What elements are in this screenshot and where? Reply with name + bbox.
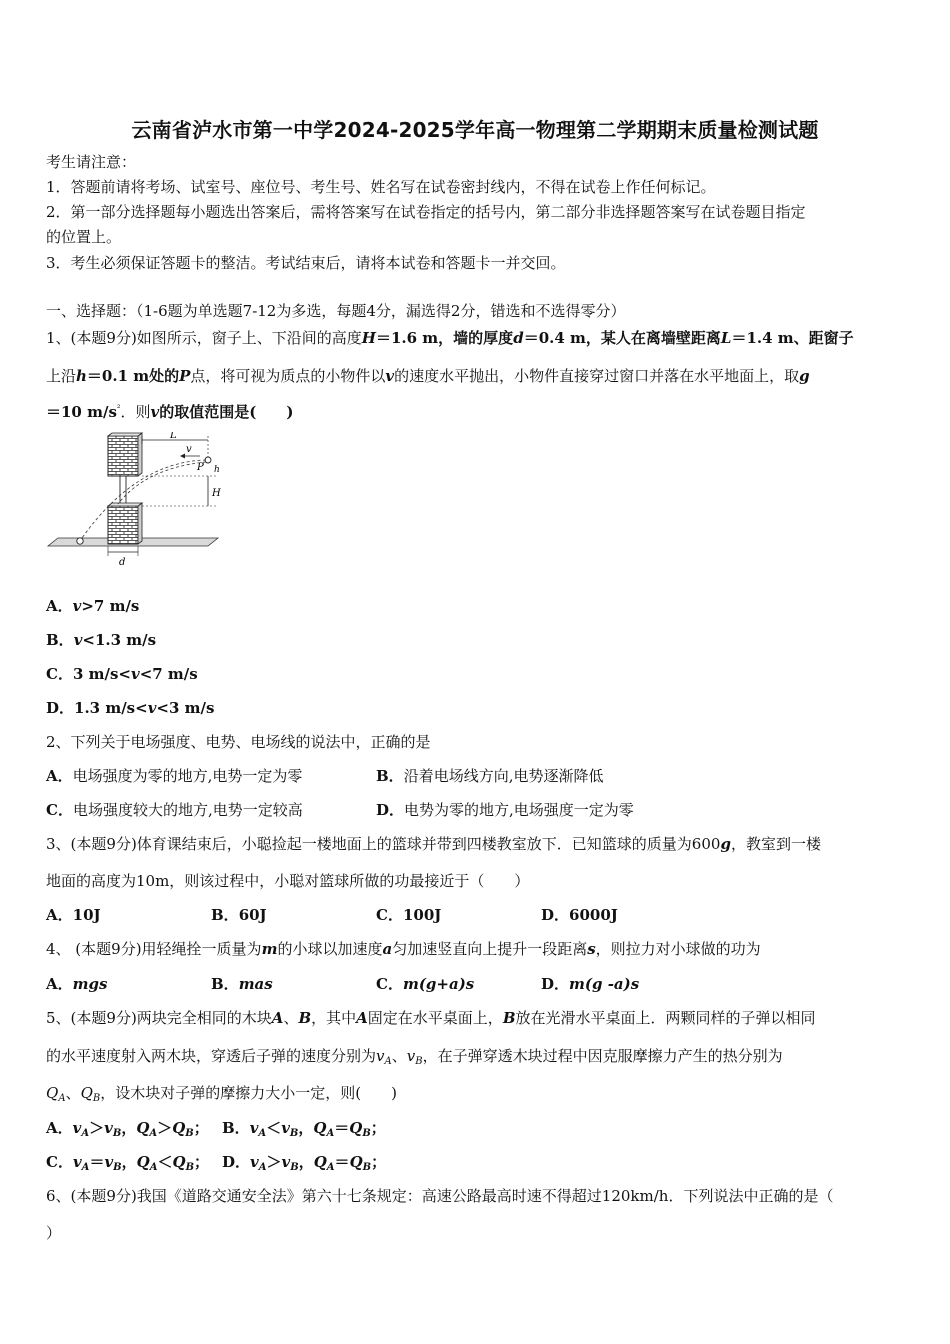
q4-option-b: B．mas	[211, 975, 273, 993]
notice-item-2: 2．第一部分选择题每小题选出答案后，需将答案写在试卷指定的括号内，第二部分非选择题答案写在试卷题目指定	[46, 203, 806, 221]
label-v: v	[186, 444, 192, 455]
q1-stem-line-3: ＝10 $m/s^{^2}$．则v的取值范围是( )	[46, 403, 294, 421]
q1-option-d: D．1.3 m/s<v<3 m/s	[46, 699, 215, 717]
label-H: H	[212, 488, 221, 499]
q4-option-c: C．m(g+a)s	[376, 975, 475, 993]
landing-point	[77, 538, 83, 544]
q3-stem-line-2: 地面的高度为10m，则该过程中，小聪对篮球所做的功最接近于（ ）	[46, 872, 530, 890]
q1-figure	[46, 432, 222, 568]
lower-wall	[108, 506, 138, 544]
q1-option-b: B．v<1.3 m/s	[46, 631, 157, 649]
q2-option-c: C．电场强度较大的地方,电势一定较高	[46, 801, 303, 819]
trajectory-upper	[82, 460, 206, 538]
q2-option-d: D．电势为零的地方,电场强度一定为零	[376, 801, 634, 819]
label-P: P	[197, 462, 204, 473]
q3-option-b: B．60J	[211, 906, 267, 924]
q6-stem-line-2: ）	[46, 1224, 62, 1242]
q5-stem-line-2: 的水平速度射入两木块，穿透后子弹的速度分别为$v_A$、$v_B$，在子弹穿透木块过程中因克服摩擦力产生的热分别为	[46, 1047, 783, 1067]
q2-option-b: B．沿着电场线方向,电势逐渐降低	[376, 767, 604, 785]
section-heading: 一、选择题：（1-6题为单选题7-12为多选，每题4分，漏选得2分，错选和不选得零分）	[46, 302, 626, 320]
q4-stem: 4、 (本题9分)用轻绳拴一质量为m的小球以加速度a匀加速竖直向上提升一段距离s，则拉力对小球做的功为	[46, 940, 761, 958]
page-title: 云南省泸水市第一中学2024-2025学年高一物理第二学期期末质量检测试题	[131, 118, 819, 142]
q5-stem-line-1: 5、(本题9分)两块完全相同的木块A、B，其中A固定在水平桌面上，B放在光滑水平桌面上．两颗同样的子弹以相同	[46, 1009, 816, 1027]
q3-option-d: D．6000J	[541, 906, 618, 924]
label-h: h	[214, 465, 220, 475]
q5-option-d: D．$v_A>v_B$，$Q_A=Q_B$；	[222, 1153, 387, 1173]
q1-option-c: C．3 m/s<v<7 m/s	[46, 665, 198, 683]
q1-stem-line-2: 上沿h＝0.1 m处的P点，将可视为质点的小物件以v的速度水平抛出，小物件直接穿过窗口并落在水平地面上，取g	[46, 367, 810, 385]
upper-wall	[108, 436, 138, 476]
q5-option-b: B．$v_A<v_B$，$Q_A=Q_B$；	[222, 1119, 386, 1139]
label-L: L	[170, 432, 177, 441]
q1-option-a: A．v>7 m/s	[46, 597, 140, 615]
q2-option-a: A．电场强度为零的地方,电势一定为零	[46, 767, 303, 785]
notice-heading: 考生请注意：	[46, 153, 137, 171]
q2-stem: 2、下列关于电场强度、电势、电场线的说法中，正确的是	[46, 733, 431, 751]
q5-option-a: A．$v_A>v_B$，$Q_A>Q_B$；	[46, 1119, 209, 1139]
q1-stem-line-1: 1、(本题9分)如图所示，窗子上、下沿间的高度H＝1.6 m，墙的厚度d＝0.4 m，某人在离墙壁距离L＝1.4 m、距窗子	[46, 329, 854, 347]
notice-item-1: 1．答题前请将考场、试室号、座位号、考生号、姓名写在试卷密封线内，不得在试卷上作任何标记。	[46, 178, 716, 196]
notice-item-3: 3．考生必须保证答题卡的整洁。考试结束后，请将本试卷和答题卡一并交回。	[46, 254, 566, 272]
q3-option-a: A．10J	[46, 906, 101, 924]
label-d: d	[119, 557, 126, 568]
q6-stem-line-1: 6、(本题9分)我国《道路交通安全法》第六十七条规定：高速公路最高时速不得超过120km/h．下列说法中正确的是（	[46, 1187, 834, 1205]
q5-option-c: C．$v_A=v_B$，$Q_A<Q_B$；	[46, 1153, 210, 1173]
q5-stem-line-3: $Q_A$、$Q_B$，设木块对子弹的摩擦力大小一定，则( )	[46, 1084, 397, 1104]
q3-stem-line-1: 3、(本题9分)体育课结束后，小聪捡起一楼地面上的篮球并带到四楼教室放下．已知篮球的质量为600g，教室到一楼	[46, 835, 821, 853]
notice-item-2-cont: 的位置上。	[46, 228, 122, 246]
q3-option-c: C．100J	[376, 906, 442, 924]
q4-option-a: A．mgs	[46, 975, 108, 993]
q4-option-d: D．m(g -a)s	[541, 975, 640, 993]
